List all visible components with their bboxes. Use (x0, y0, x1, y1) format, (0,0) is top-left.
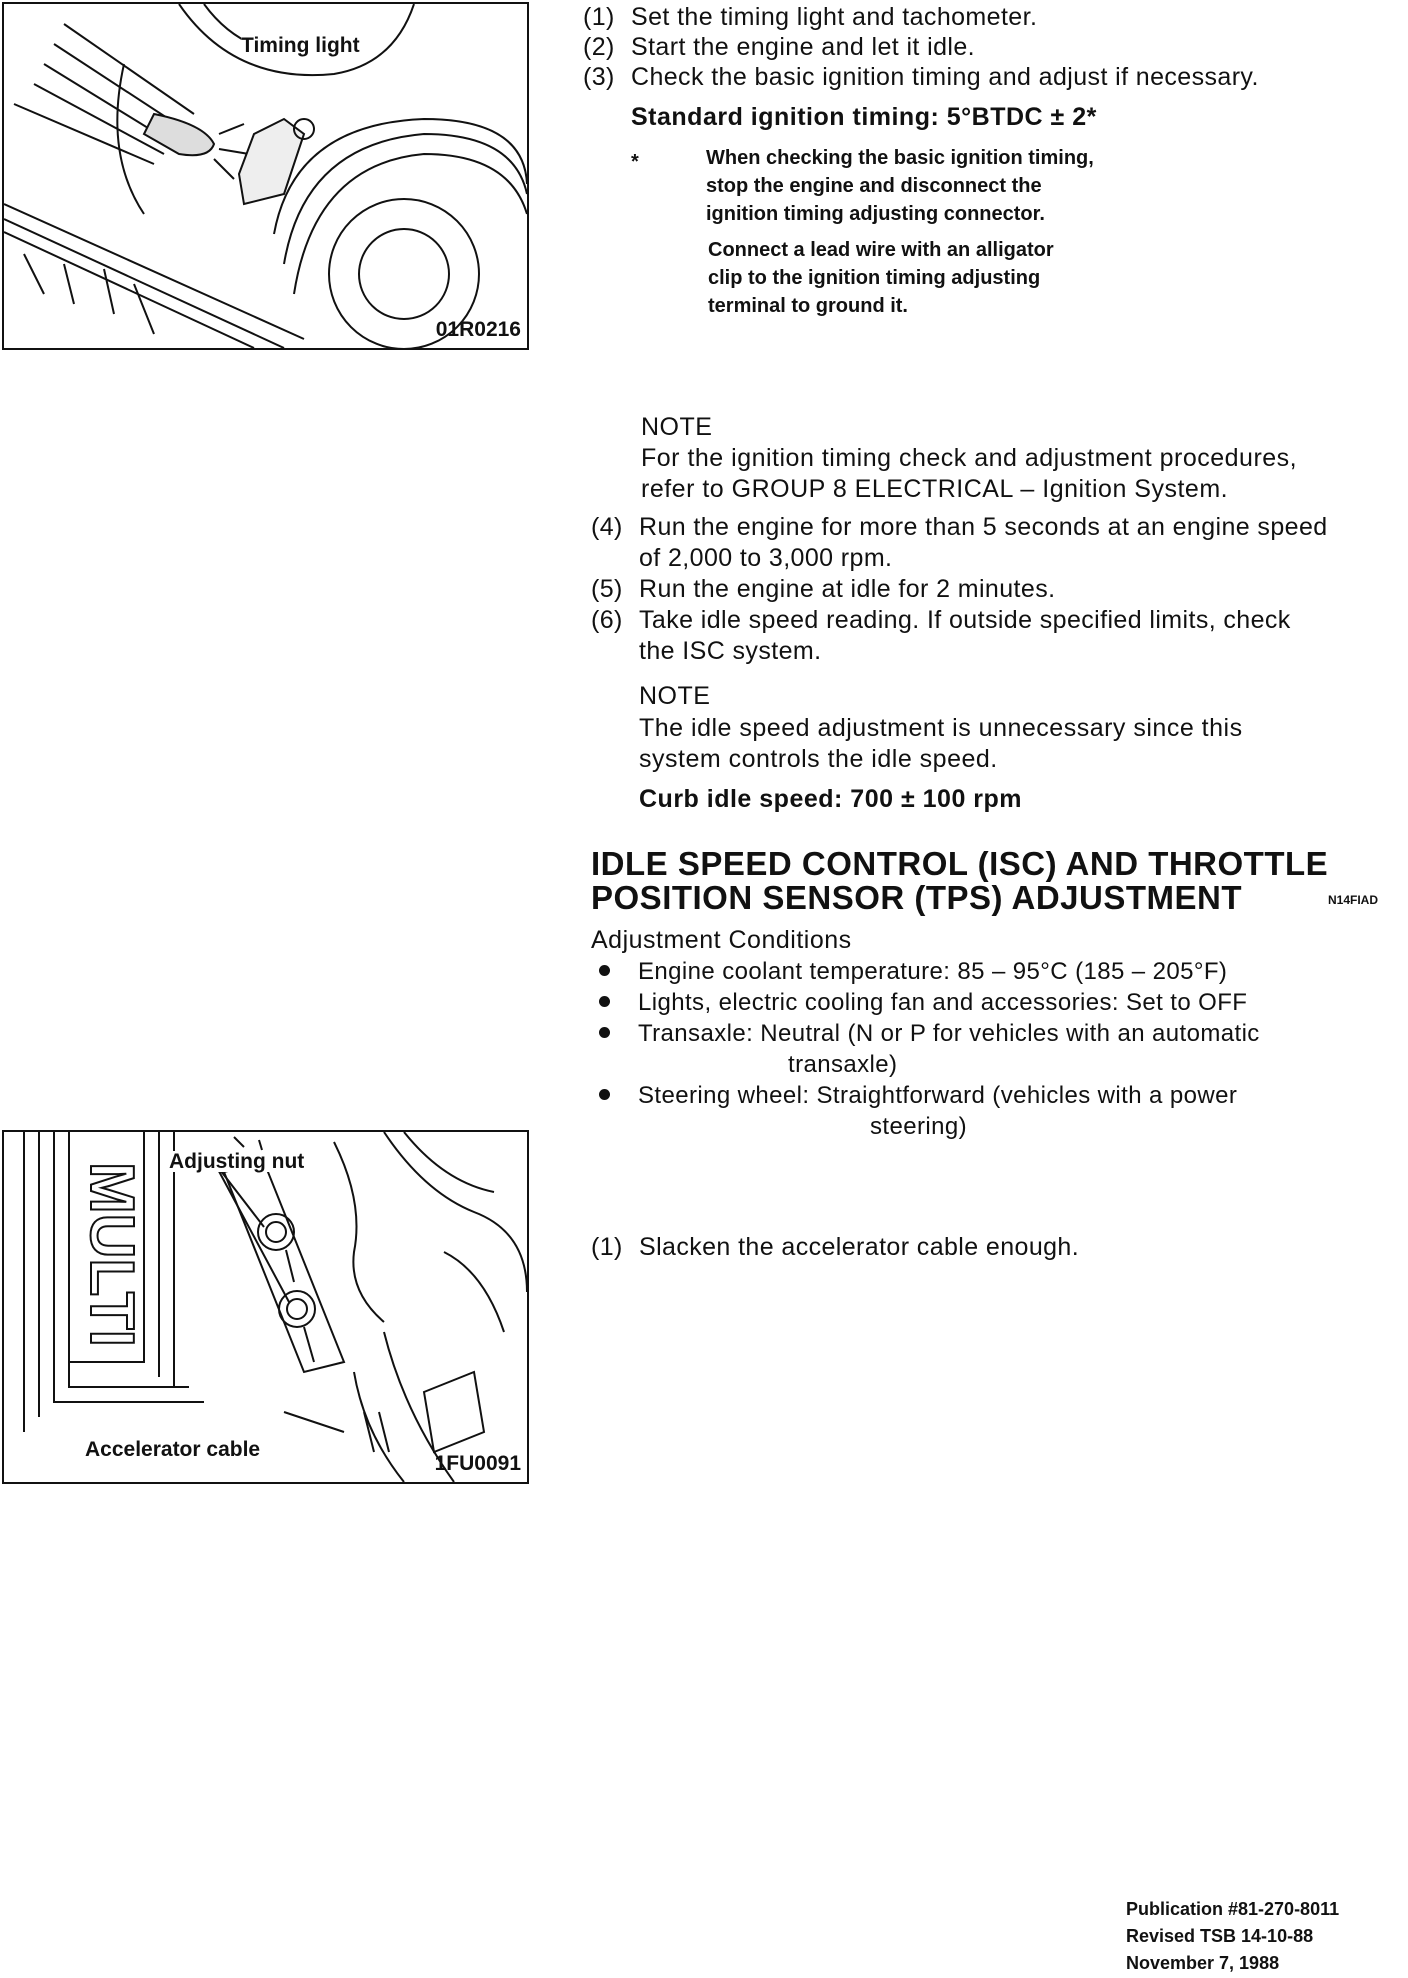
condition-continuation: transaxle) (788, 1051, 898, 1078)
note-line: clip to the ignition timing adjusting (708, 267, 1041, 289)
condition-text: Transaxle: Neutral (N or P for vehicles with an automatic (638, 1020, 1260, 1047)
step-text: Run the engine for more than 5 seconds at an engine speed (639, 513, 1328, 541)
condition-text: Engine coolant temperature: 85 – 95°C (185 – 205°F) (638, 958, 1228, 985)
step-number: (3) (583, 63, 615, 91)
condition-item (599, 1018, 1260, 1049)
figure-timing-light (2, 2, 529, 350)
note-line: system controls the idle speed. (639, 745, 998, 773)
step-text: Start the engine and let it idle. (631, 33, 975, 61)
note-line: The idle speed adjustment is unnecessary since this (639, 714, 1243, 742)
timing-light-label: Timing light (241, 34, 360, 57)
publication-date: November 7, 1988 (1126, 1953, 1280, 1973)
multi-badge (77, 1162, 146, 1347)
condition-continuation: steering) (870, 1113, 967, 1140)
note-line: stop the engine and disconnect the (706, 175, 1042, 197)
standard-ignition-timing: Standard ignition timing: 5°BTDC ± 2* (631, 103, 1097, 131)
revised-tsb: Revised TSB 14-10-88 (1126, 1926, 1314, 1946)
step-number: (5) (591, 575, 623, 603)
step-text: Check the basic ignition timing and adjust if necessary. (631, 63, 1259, 91)
figure-code: 1FU0091 (434, 1452, 521, 1475)
note-2-body (639, 713, 1243, 775)
accelerator-cable-label: Accelerator cable (85, 1438, 261, 1461)
note-line: For the ignition timing check and adjustment procedures, (641, 444, 1298, 472)
condition-item (599, 987, 1247, 1018)
asterisk-mark: * (631, 151, 639, 173)
step-text: Set the timing light and tachometer. (631, 3, 1038, 31)
note-line: refer to GROUP 8 ELECTRICAL – Ignition System. (641, 475, 1229, 503)
condition-item (599, 956, 1227, 987)
step-3 (583, 62, 1259, 93)
step-text-cont: of 2,000 to 3,000 rpm. (639, 544, 893, 572)
section-code: N14FIAD (1328, 893, 1379, 907)
bullet-icon (599, 1027, 610, 1038)
step-5 (591, 574, 1055, 605)
condition-item (599, 1080, 1237, 1111)
note-1-body (641, 443, 1297, 505)
footer-publication-info (1126, 1896, 1339, 1977)
step-text: Slacken the accelerator cable enough. (639, 1233, 1080, 1261)
note-line: When checking the basic ignition timing, (706, 147, 1094, 169)
section-title-line-1: IDLE SPEED CONTROL (ISC) AND THROTTLE (591, 845, 1329, 882)
note-title: NOTE (639, 682, 711, 710)
step-number: (1) (583, 3, 615, 31)
figure-accelerator-cable (2, 1130, 529, 1484)
note-title: NOTE (641, 413, 713, 441)
asterisk-note-block-2 (708, 236, 1054, 320)
step-4 (591, 512, 1328, 574)
bullet-icon (599, 1089, 610, 1100)
step-2 (583, 32, 975, 63)
step-number: (1) (591, 1233, 623, 1261)
badge-text: MULTI (77, 1162, 146, 1347)
section-title-line-2: POSITION SENSOR (TPS) ADJUSTMENT (591, 879, 1242, 916)
bullet-icon (599, 965, 610, 976)
step-text: Run the engine at idle for 2 minutes. (639, 575, 1056, 603)
step-slacken (591, 1232, 1079, 1263)
step-number: (6) (591, 606, 623, 634)
publication-number: Publication #81-270-8011 (1126, 1899, 1340, 1919)
condition-text: Steering wheel: Straightforward (vehicles with a power (638, 1082, 1238, 1109)
curb-idle-speed: Curb idle speed: 700 ± 100 rpm (639, 785, 1023, 813)
note-line: ignition timing adjusting connector. (706, 203, 1045, 225)
condition-text: Lights, electric cooling fan and accessories: Set to OFF (638, 989, 1248, 1016)
conditions-title: Adjustment Conditions (591, 926, 852, 954)
step-6 (591, 605, 1291, 667)
bullet-icon (599, 996, 610, 1007)
asterisk-note-block-1 (706, 144, 1094, 228)
step-text-cont: the ISC system. (639, 637, 822, 665)
note-line: terminal to ground it. (708, 295, 908, 317)
adjusting-nut-label: Adjusting nut (169, 1150, 305, 1173)
note-line: Connect a lead wire with an alligator (708, 239, 1054, 261)
step-text: Take idle speed reading. If outside specified limits, check (639, 606, 1291, 634)
accelerator-cable-illustration (4, 1132, 527, 1482)
figure-code: 01R0216 (435, 318, 521, 341)
step-1 (583, 2, 1037, 33)
step-number: (4) (591, 513, 623, 541)
step-number: (2) (583, 33, 615, 61)
